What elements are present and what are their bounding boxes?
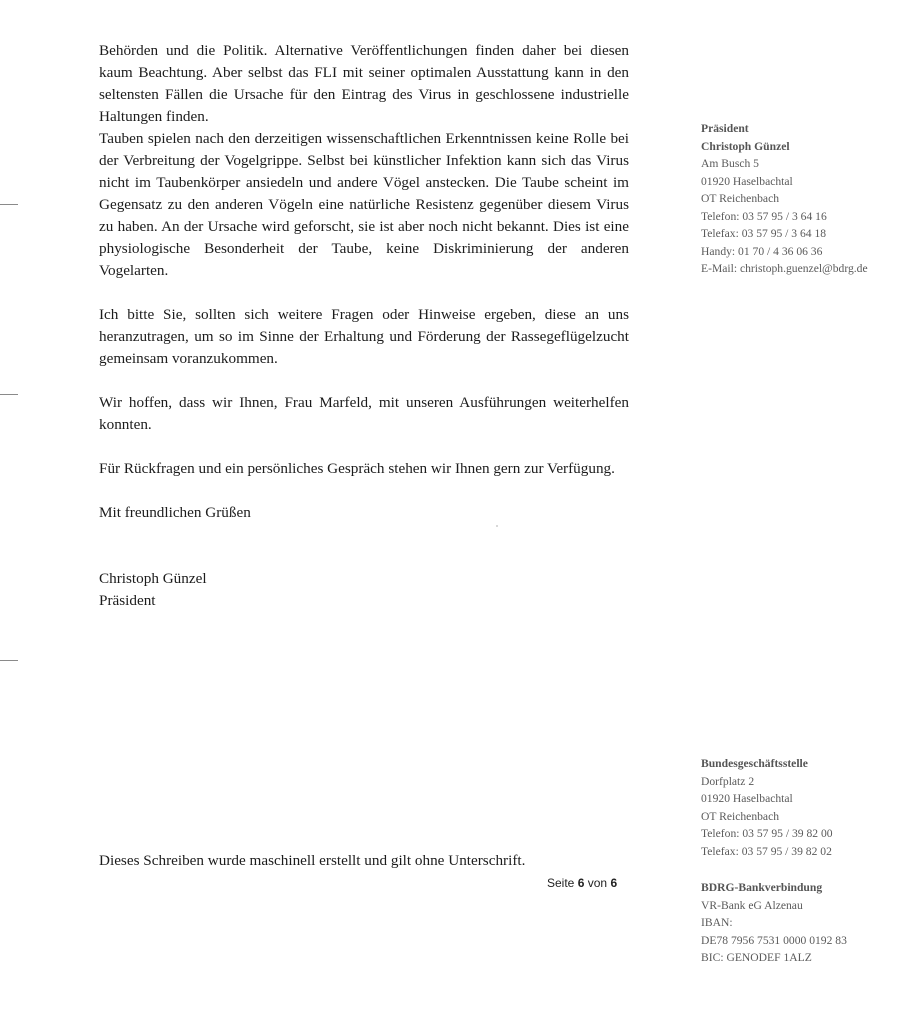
president-mobile: Handy: 01 70 / 4 36 06 36: [701, 244, 823, 258]
office-phone: Telefon: 03 57 95 / 39 82 00: [701, 827, 833, 840]
bank-heading: BDRG-Bankverbindung: [701, 881, 823, 894]
machine-generated-note: Dieses Schreiben wurde maschinell erstellt und gilt ohne Unterschrift.: [99, 852, 526, 869]
fold-mark-top: [0, 204, 18, 205]
paragraph-authorities: Behörden und die Politik. Alternative Veröffentlichungen finden daher bei diesen kaum Beachtung. Aber selbst das FLI mit seiner optimalen Ausstattung kann in den seltensten Fällen die Ursache für den Eintrag des Virus in geschlossene industrielle Haltungen finden.: [99, 42, 629, 125]
punch-mark: [0, 394, 18, 395]
office-city: 01920 Haselbachtal: [701, 792, 793, 805]
page-prefix: Seite: [547, 876, 575, 890]
bank-details-block: [701, 879, 847, 967]
office-contact-block: [701, 755, 833, 860]
page-current: 6: [577, 876, 585, 890]
page-total: 6: [610, 876, 618, 890]
signer-name: Christoph Günzel: [99, 570, 207, 587]
office-district: OT Reichenbach: [701, 809, 780, 823]
president-contact-block: [701, 120, 868, 278]
president-city: 01920 Haselbachtal: [701, 174, 793, 188]
paragraph-hope: Wir hoffen, dass wir Ihnen, Frau Marfeld, mit unseren Ausführungen weiterhelfen konnten.: [99, 394, 629, 433]
paragraph-pigeons: Tauben spielen nach den derzeitigen wissenschaftlichen Erkenntnissen keine Rolle bei der Verbreitung der Vogelgrippe. Selbst bei künstlicher Infektion kann sich das Virus nicht im Taubenkörper ansiedeln und andere Vögel anstecken. Die Taube scheint im Gegensatz zu den anderen Vögeln eine natürliche Resistenz gegenüber diesem Virus zu haben. An der Ursache wird geforscht, sie ist aber noch nicht bekannt. Dies ist eine physiologische Besonderheit der Taube, keine Diskriminierung der anderen Vogelarten.: [99, 130, 629, 279]
paragraph-questions: Ich bitte Sie, sollten sich weitere Fragen oder Hinweise ergeben, diese an uns heranzutragen, um so im Sinne der Erhaltung und Förderung der Rassegeflügelzucht gemeinsam voranzukommen.: [99, 306, 629, 367]
president-name: Christoph Günzel: [701, 139, 790, 153]
bank-bic: BIC: GENODEF 1ALZ: [701, 951, 812, 964]
page-number: [547, 876, 617, 890]
bank-iban: DE78 7956 7531 0000 0192 83: [701, 933, 847, 947]
president-fax: Telefax: 03 57 95 / 3 64 18: [701, 227, 827, 240]
president-phone: Telefon: 03 57 95 / 3 64 16: [701, 209, 827, 223]
president-email: E-Mail: christoph.guenzel@bdrg.de: [701, 262, 868, 275]
bank-name: VR-Bank eG Alzenau: [701, 898, 803, 912]
president-heading: Präsident: [701, 122, 749, 135]
office-heading: Bundesgeschäftsstelle: [701, 757, 808, 770]
president-district: OT Reichenbach: [701, 192, 780, 205]
closing-greeting: Mit freundlichen Grüßen: [99, 504, 251, 521]
fold-mark-bottom: [0, 660, 18, 661]
paragraph-contact: Für Rückfragen und ein persönliches Gespräch stehen wir Ihnen gern zur Verfügung.: [99, 460, 615, 477]
bank-iban-label: IBAN:: [701, 916, 733, 929]
office-fax: Telefax: 03 57 95 / 39 82 02: [701, 844, 832, 858]
signer-title: Präsident: [99, 592, 156, 609]
president-street: Am Busch 5: [701, 157, 759, 170]
office-street: Dorfplatz 2: [701, 774, 755, 788]
letter-body: [99, 40, 629, 612]
page-separator: von: [587, 876, 608, 890]
